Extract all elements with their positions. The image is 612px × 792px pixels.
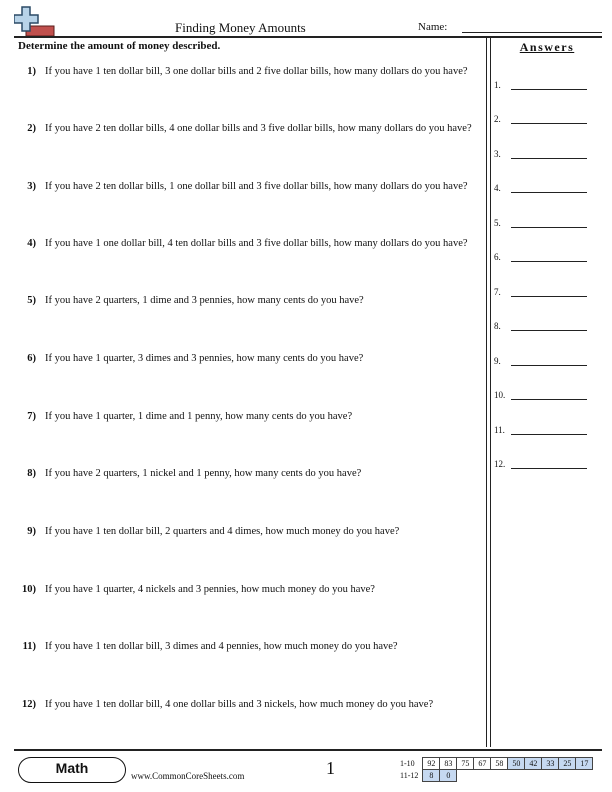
- answer-line[interactable]: [511, 399, 587, 400]
- question-number: 5): [27, 295, 36, 306]
- question-number: 3): [27, 181, 36, 192]
- answer-line[interactable]: [511, 227, 587, 228]
- question-number: 6): [27, 353, 36, 364]
- question-text: If you have 2 ten dollar bills, 1 one dollar bill and 3 five dollar bills, how many dollars do you have?: [45, 181, 468, 192]
- answer-label: 10.: [494, 390, 506, 400]
- answer-label: 7.: [494, 287, 501, 297]
- page-number: 1: [326, 758, 335, 778]
- column-divider: [486, 37, 487, 747]
- answer-slot-12[interactable]: [494, 459, 594, 471]
- score-cell: 25: [559, 758, 576, 770]
- score-cell: 42: [525, 758, 542, 770]
- answer-slot-7[interactable]: [494, 287, 594, 299]
- answer-line[interactable]: [511, 296, 587, 297]
- header-divider: [14, 36, 602, 38]
- answer-slot-4[interactable]: [494, 183, 594, 195]
- answer-label: 12.: [494, 459, 506, 469]
- answer-slot-9[interactable]: [494, 356, 594, 368]
- question-text: If you have 1 quarter, 4 nickels and 3 pennies, how much money do you have?: [45, 584, 375, 595]
- answer-line[interactable]: [511, 434, 587, 435]
- answer-line[interactable]: [511, 468, 587, 469]
- score-row: [398, 770, 593, 782]
- answer-line[interactable]: [511, 330, 587, 331]
- answers-heading: Answers: [519, 40, 575, 54]
- score-cell: 50: [508, 758, 525, 770]
- question-number: 2): [27, 123, 36, 134]
- score-range-label: 1-10: [400, 759, 415, 768]
- answer-slot-2[interactable]: [494, 114, 594, 126]
- score-cell: 58: [491, 758, 508, 770]
- score-row: [398, 758, 593, 770]
- answer-label: 4.: [494, 183, 501, 193]
- answer-slot-10[interactable]: [494, 390, 594, 402]
- question-number: 7): [27, 411, 36, 422]
- question-text: If you have 2 ten dollar bills, 4 one dollar bills and 3 five dollar bills, how many dollars do you have?: [45, 123, 472, 134]
- answer-slot-1[interactable]: [494, 80, 594, 92]
- question-text: If you have 1 ten dollar bill, 4 one dollar bills and 3 nickels, how much money do you have?: [45, 699, 434, 710]
- answer-slot-6[interactable]: [494, 252, 594, 264]
- answer-label: 2.: [494, 114, 501, 124]
- score-cell: 67: [474, 758, 491, 770]
- question-text: If you have 1 ten dollar bill, 2 quarters and 4 dimes, how much money do you have?: [45, 526, 400, 537]
- question-number: 12): [22, 699, 36, 710]
- question-text: If you have 2 quarters, 1 dime and 3 pennies, how many cents do you have?: [45, 295, 364, 306]
- instructions: Determine the amount of money described.: [18, 40, 221, 52]
- answer-slot-11[interactable]: [494, 425, 594, 437]
- footer-divider: [14, 749, 602, 751]
- question-number: 1): [27, 66, 36, 77]
- answer-label: 11.: [494, 425, 505, 435]
- worksheet-title: Finding Money Amounts: [175, 20, 306, 35]
- answer-label: 9.: [494, 356, 501, 366]
- score-cell: 8: [423, 770, 440, 782]
- score-range-label: 11-12: [400, 771, 419, 780]
- subject-badge-label: Math: [55, 760, 89, 776]
- question-text: If you have 1 quarter, 1 dime and 1 penny, how many cents do you have?: [45, 411, 353, 422]
- answer-label: 8.: [494, 321, 501, 331]
- question-text: If you have 2 quarters, 1 nickel and 1 penny, how many cents do you have?: [45, 468, 362, 479]
- name-label: Name:: [418, 21, 448, 33]
- question-text: If you have 1 one dollar bill, 4 ten dollar bills and 3 five dollar bills, how many dollars do you have?: [45, 238, 468, 249]
- answer-line[interactable]: [511, 365, 587, 366]
- answer-slot-5[interactable]: [494, 218, 594, 230]
- score-grid: [398, 757, 593, 782]
- answer-line[interactable]: [511, 192, 587, 193]
- question-text: If you have 1 quarter, 3 dimes and 3 pennies, how many cents do you have?: [45, 353, 364, 364]
- answer-line[interactable]: [511, 89, 587, 90]
- question-text: If you have 1 ten dollar bill, 3 one dollar bills and 2 five dollar bills, how many dollars do you have?: [45, 66, 468, 77]
- score-cell: 17: [576, 758, 593, 770]
- site-url: www.CommonCoreSheets.com: [131, 771, 245, 781]
- question-text: If you have 1 ten dollar bill, 3 dimes and 4 pennies, how much money do you have?: [45, 641, 398, 652]
- score-cell: 33: [542, 758, 559, 770]
- answer-label: 6.: [494, 252, 501, 262]
- answer-label: 3.: [494, 149, 501, 159]
- answer-slot-8[interactable]: [494, 321, 594, 333]
- question-number: 11): [22, 641, 36, 652]
- question-number: 10): [22, 584, 36, 595]
- question-number: 8): [27, 468, 36, 479]
- answer-line[interactable]: [511, 123, 587, 124]
- score-cell: 75: [457, 758, 474, 770]
- answer-label: 5.: [494, 218, 501, 228]
- answer-line[interactable]: [511, 261, 587, 262]
- answer-slot-3[interactable]: [494, 149, 594, 161]
- column-divider: [490, 37, 491, 747]
- answer-label: 1.: [494, 80, 501, 90]
- question-number: 9): [27, 526, 36, 537]
- score-cell: 83: [440, 758, 457, 770]
- answer-line[interactable]: [511, 158, 587, 159]
- score-cell: 0: [440, 770, 457, 782]
- score-cell: 92: [423, 758, 440, 770]
- question-number: 4): [27, 238, 36, 249]
- name-field[interactable]: [462, 32, 602, 33]
- plus-sign-logo-icon: [14, 5, 58, 37]
